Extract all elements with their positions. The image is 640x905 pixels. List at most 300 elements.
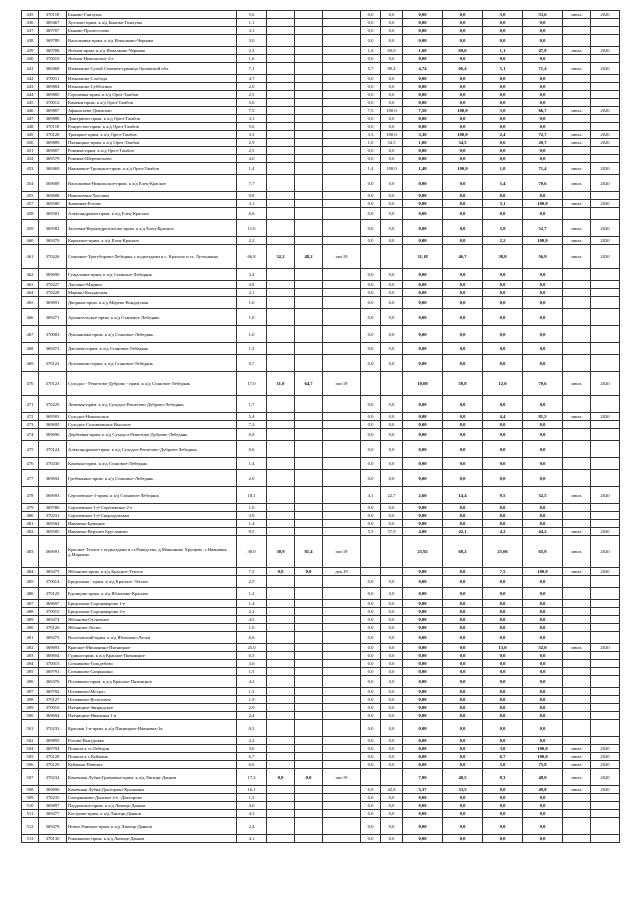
cell-m — [563, 289, 591, 297]
cell-v2: 0,0 — [381, 123, 403, 131]
cell-v4: 0,0 — [443, 660, 483, 668]
cell-code: 370234 — [39, 769, 67, 786]
cell-y — [591, 600, 620, 608]
cell-v1: 0,0 — [361, 745, 381, 753]
cell-v1: 0,0 — [361, 237, 381, 245]
cell-v5: 0,0 — [483, 720, 523, 737]
cell-v2: 0,0 — [381, 696, 403, 704]
cell-v6: 0,0 — [523, 737, 563, 745]
cell-code: 369792 — [39, 688, 67, 696]
cell-v5: 0,0 — [483, 688, 523, 696]
cell-code: 370012 — [39, 99, 67, 107]
cell-v1: 0,0 — [361, 208, 381, 220]
cell-v6: 47,8 — [523, 47, 563, 55]
cell-v1: 0,0 — [361, 588, 381, 600]
cell-v5: 3,0 — [483, 745, 523, 753]
cell-v1: 0,0 — [361, 413, 381, 421]
cell-p2 — [295, 123, 323, 131]
cell-len: 1,9 — [237, 696, 267, 704]
cell-v5: 1,1 — [483, 47, 523, 55]
table-row — [22, 600, 620, 608]
cell-date — [323, 175, 361, 192]
cell-v3: 0,00 — [403, 27, 443, 35]
cell-v1: 0,0 — [361, 355, 381, 372]
cell-v6: 0,0 — [523, 600, 563, 608]
table-row — [22, 660, 620, 668]
cell-n: 458 — [22, 208, 39, 220]
cell-m: июль — [563, 761, 591, 769]
cell-len: 1,0 — [237, 309, 267, 326]
cell-v4: 100,0 — [443, 131, 483, 139]
cell-name: Сергиевское 1-е-Скородумовка — [67, 512, 237, 520]
cell-m: июль — [563, 63, 591, 75]
table-row — [22, 818, 620, 835]
cell-name: Рождество-прим. к а/д Орел-Тамбов — [67, 123, 237, 131]
cell-y: 2020 — [591, 200, 620, 208]
cell-y: 2020 — [591, 769, 620, 786]
cell-code: 369794 — [39, 745, 67, 753]
cell-v1: 0,0 — [361, 470, 381, 487]
cell-n: 455 — [22, 192, 39, 200]
cell-v6: 0,0 — [523, 27, 563, 35]
cell-y — [591, 632, 620, 644]
cell-v3: 0,00 — [403, 761, 443, 769]
cell-v1: 0,0 — [361, 83, 381, 91]
cell-len: 2,9 — [237, 139, 267, 147]
table-row — [22, 309, 620, 326]
cell-name: Красное-Мишанино-Пятницкое — [67, 644, 237, 652]
cell-n: 448 — [22, 123, 39, 131]
cell-len: 5,6 — [237, 11, 267, 19]
cell-v4: 14,4 — [443, 487, 483, 504]
cell-v2: 0,0 — [381, 83, 403, 91]
cell-m — [563, 616, 591, 624]
cell-code: 370126 — [39, 624, 67, 632]
cell-len: 2,5 — [237, 576, 267, 588]
cell-p2 — [295, 107, 323, 115]
cell-len: 3,3 — [237, 131, 267, 139]
cell-date — [323, 289, 361, 297]
cell-code: 370227 — [39, 281, 67, 289]
cell-code: 369475 — [39, 568, 67, 576]
cell-v4: 0,0 — [443, 794, 483, 802]
cell-v2: 0,0 — [381, 624, 403, 632]
cell-m: июль — [563, 487, 591, 504]
cell-n: 500 — [22, 712, 39, 720]
cell-v5: 0,0 — [483, 429, 523, 441]
cell-p2 — [295, 55, 323, 63]
cell-n: 443 — [22, 83, 39, 91]
cell-v2 — [381, 245, 403, 269]
cell-v2: 0,0 — [381, 35, 403, 47]
cell-v3: 3,30 — [403, 131, 443, 139]
cell-name: Яблоново-Лески — [67, 624, 237, 632]
cell-v1: 0,0 — [361, 289, 381, 297]
cell-code: 369895 — [39, 737, 67, 745]
cell-v4: 0,0 — [443, 429, 483, 441]
cell-name: Ясенок-Никольское 2-е — [67, 55, 237, 63]
cell-v1: 0,0 — [361, 520, 381, 528]
cell-name: Корытное-прим. к а/д Елец-Красное — [67, 237, 237, 245]
cell-code: 369582 — [39, 220, 67, 237]
cell-v4: 58,8 — [443, 372, 483, 396]
cell-m — [563, 27, 591, 35]
cell-y — [591, 147, 620, 155]
cell-p1 — [267, 576, 295, 588]
cell-n: 464 — [22, 289, 39, 297]
cell-v1: 0,0 — [361, 652, 381, 660]
cell-len: 3,1 — [237, 200, 267, 208]
cell-name: Лаучино-Марино — [67, 281, 237, 289]
cell-p2 — [295, 99, 323, 107]
cell-n: 483 — [22, 536, 39, 568]
cell-m — [563, 429, 591, 441]
cell-len: 0,7 — [237, 355, 267, 372]
cell-p1 — [267, 115, 295, 123]
cell-name: Красная 1-я-прим. к а/д Пятницкое-Ивановка-1я — [67, 720, 237, 737]
cell-date — [323, 458, 361, 470]
cell-p2 — [295, 11, 323, 19]
cell-date — [323, 343, 361, 355]
cell-v5: 5,0 — [483, 761, 523, 769]
cell-v4: 0,0 — [443, 27, 483, 35]
cell-v6: 0,0 — [523, 429, 563, 441]
cell-v2: 0,0 — [381, 220, 403, 237]
cell-n: 465 — [22, 297, 39, 309]
cell-name: Ровенка-прим. к а/д Орел-Тамбов — [67, 147, 237, 155]
cell-len: 17,0 — [237, 372, 267, 396]
cell-code: 370010 — [39, 55, 67, 63]
cell-v6: 0,0 — [523, 289, 563, 297]
table-row — [22, 11, 620, 19]
cell-v3: 0,00 — [403, 568, 443, 576]
table-row — [22, 810, 620, 818]
cell-y — [591, 396, 620, 413]
cell-n: 444 — [22, 91, 39, 99]
cell-v4: 40,5 — [443, 769, 483, 786]
cell-m — [563, 794, 591, 802]
cell-v6: 0,0 — [523, 309, 563, 326]
cell-v5: 0,0 — [483, 737, 523, 745]
cell-v4: 0,0 — [443, 343, 483, 355]
cell-y — [591, 99, 620, 107]
cell-n: 509 — [22, 794, 39, 802]
cell-m — [563, 520, 591, 528]
cell-n: 466 — [22, 309, 39, 326]
cell-len: 0,8 — [237, 192, 267, 200]
cell-v2: 0,0 — [381, 588, 403, 600]
cell-m — [563, 343, 591, 355]
table-row — [22, 608, 620, 616]
cell-m: июль — [563, 372, 591, 396]
cell-date — [323, 512, 361, 520]
table-row — [22, 696, 620, 704]
cell-v5: 8,3 — [483, 769, 523, 786]
table-row — [22, 192, 620, 200]
cell-y: 2020 — [591, 761, 620, 769]
cell-date — [323, 429, 361, 441]
cell-p1 — [267, 753, 295, 761]
cell-p1 — [267, 55, 295, 63]
cell-v5: 0,0 — [483, 818, 523, 835]
cell-v3: 0,00 — [403, 753, 443, 761]
cell-v1: 0,0 — [361, 688, 381, 696]
cell-p2 — [295, 512, 323, 520]
cell-v3: 0,00 — [403, 504, 443, 512]
cell-name: Николаевка-Лысовка — [67, 192, 237, 200]
cell-n: 513 — [22, 835, 39, 843]
cell-len: 1,3 — [237, 688, 267, 696]
cell-v3: 0,00 — [403, 676, 443, 688]
cell-m — [563, 470, 591, 487]
cell-v3: 0,00 — [403, 147, 443, 155]
cell-v1: 0,0 — [361, 421, 381, 429]
cell-v5: 0,0 — [483, 91, 523, 99]
cell-v1: 0,0 — [361, 512, 381, 520]
cell-p2 — [295, 237, 323, 245]
cell-m — [563, 147, 591, 155]
cell-v3: 0,00 — [403, 413, 443, 421]
cell-m: июль — [563, 245, 591, 269]
cell-code: 370122 — [39, 355, 67, 372]
cell-y: 2020 — [591, 63, 620, 75]
cell-name: Измалково-Субботино — [67, 83, 237, 91]
cell-v3: 0,00 — [403, 458, 443, 470]
cell-n: 438 — [22, 35, 39, 47]
cell-code: 369887 — [39, 107, 67, 115]
cell-m: июль — [563, 536, 591, 568]
cell-p1 — [267, 343, 295, 355]
cell-v6: 0,0 — [523, 676, 563, 688]
cell-p2 — [295, 520, 323, 528]
cell-v3: 0,00 — [403, 616, 443, 624]
table-body — [22, 11, 620, 843]
cell-n: 437 — [22, 27, 39, 35]
cell-date: окт.19 — [323, 536, 361, 568]
cell-p2 — [295, 139, 323, 147]
cell-v3: 0,00 — [403, 712, 443, 720]
cell-date — [323, 47, 361, 55]
cell-len: 4,7 — [237, 75, 267, 83]
table-row — [22, 131, 620, 139]
cell-date — [323, 720, 361, 737]
cell-v6: 0,0 — [523, 269, 563, 281]
cell-v5: 0,0 — [483, 281, 523, 289]
cell-code: 370003 — [39, 326, 67, 343]
cell-n: 481 — [22, 520, 39, 528]
cell-v1: 0,0 — [361, 696, 381, 704]
cell-v2: 0,0 — [381, 470, 403, 487]
cell-v3: 0,00 — [403, 192, 443, 200]
cell-p2 — [295, 115, 323, 123]
cell-v4: 0,0 — [443, 396, 483, 413]
cell-p2 — [295, 131, 323, 139]
cell-date — [323, 835, 361, 843]
cell-v3: 0,00 — [403, 668, 443, 676]
cell-v5: 0,0 — [483, 396, 523, 413]
cell-name: Быково-Гнилуша — [67, 11, 237, 19]
cell-v6: 0,0 — [523, 616, 563, 624]
cell-date — [323, 704, 361, 712]
cell-len: 0,9 — [237, 429, 267, 441]
cell-v4: 0,0 — [443, 652, 483, 660]
cell-v4: 46,7 — [443, 245, 483, 269]
cell-v6: 100,0 — [523, 745, 563, 753]
cell-v4: 0,0 — [443, 688, 483, 696]
cell-p2 — [295, 163, 323, 175]
cell-v4: 66,4 — [443, 63, 483, 75]
cell-v2: 0,0 — [381, 802, 403, 810]
cell-m — [563, 632, 591, 644]
cell-name: Куймань-Павелка — [67, 761, 237, 769]
cell-v6: 52,0 — [523, 644, 563, 652]
cell-v5: 5,4 — [483, 175, 523, 192]
cell-n: 497 — [22, 688, 39, 696]
cell-v6: 71,4 — [523, 163, 563, 175]
cell-y — [591, 688, 620, 696]
table-row — [22, 343, 620, 355]
cell-v3: 4,74 — [403, 63, 443, 75]
cell-p2 — [295, 745, 323, 753]
cell-name: Красное-Теплое с подъездами к ст.Роведство, д.Машонино Хрущево, с.Ивановка, д.Марьино — [67, 536, 237, 568]
cell-len: 1,4 — [237, 520, 267, 528]
cell-v3: 0,00 — [403, 810, 443, 818]
cell-v6: 0,0 — [523, 660, 563, 668]
cell-v3: 0,00 — [403, 704, 443, 712]
cell-v3: 0,00 — [403, 818, 443, 835]
cell-v4: 68,2 — [443, 536, 483, 568]
cell-len: 4,2 — [237, 676, 267, 688]
cell-v3: 0,00 — [403, 794, 443, 802]
cell-y — [591, 192, 620, 200]
cell-v3: 0,00 — [403, 55, 443, 63]
cell-m — [563, 91, 591, 99]
cell-v4: 0,0 — [443, 608, 483, 616]
cell-v2: 0,0 — [381, 704, 403, 712]
cell-name: Лукьяновка-прим. к а/д Становое-Лебедянь — [67, 326, 237, 343]
cell-v2: 0,0 — [381, 810, 403, 818]
cell-p1 — [267, 487, 295, 504]
cell-v1: 0,0 — [361, 281, 381, 289]
cell-p2 — [295, 458, 323, 470]
cell-name: Афанасьево-Денисово — [67, 107, 237, 115]
cell-m: июль — [563, 163, 591, 175]
cell-v2: 0,0 — [381, 600, 403, 608]
cell-p1 — [267, 588, 295, 600]
table-row — [22, 470, 620, 487]
cell-len: 1,5 — [237, 668, 267, 676]
cell-name: Сергиевка-прим. к а/д Орел-Тамбов — [67, 91, 237, 99]
cell-code: 370235 — [39, 794, 67, 802]
cell-v3: 0,00 — [403, 588, 443, 600]
cell-name: Суходол-Никольское — [67, 413, 237, 421]
cell-code: 370120 — [39, 131, 67, 139]
cell-v6: 0,0 — [523, 441, 563, 458]
cell-v3: 0,00 — [403, 99, 443, 107]
cell-m — [563, 802, 591, 810]
cell-y — [591, 652, 620, 660]
cell-v6: 0,0 — [523, 652, 563, 660]
cell-m — [563, 818, 591, 835]
cell-p1 — [267, 632, 295, 644]
cell-len: 18,1 — [237, 487, 267, 504]
cell-code: 370118 — [39, 123, 67, 131]
cell-name: Липовая-прим. к а/д Суходол-Решетово-Дуброво-Лебедянь — [67, 396, 237, 413]
cell-v5: 0,0 — [483, 835, 523, 843]
cell-v4: 0,0 — [443, 309, 483, 326]
cell-len: 0,6 — [237, 441, 267, 458]
table-row — [22, 712, 620, 720]
cell-m: июль — [563, 107, 591, 115]
cell-v1: 0,0 — [361, 624, 381, 632]
cell-v6: 0,0 — [523, 608, 563, 616]
cell-p1 — [267, 802, 295, 810]
cell-name: Рогово-Выгудовка — [67, 737, 237, 745]
cell-code: 369786 — [39, 504, 67, 512]
cell-m — [563, 115, 591, 123]
cell-v6: 0,0 — [523, 835, 563, 843]
cell-date — [323, 55, 361, 63]
cell-v5: 0,0 — [483, 147, 523, 155]
cell-m — [563, 810, 591, 818]
cell-v5: 0,0 — [483, 458, 523, 470]
cell-m: июль — [563, 568, 591, 576]
cell-m: июль — [563, 139, 591, 147]
table-row — [22, 107, 620, 115]
cell-n: 469 — [22, 355, 39, 372]
cell-v6: 56,9 — [523, 245, 563, 269]
cell-m: июль — [563, 237, 591, 245]
cell-v6: 0,0 — [523, 688, 563, 696]
cell-p2: 0,0 — [295, 568, 323, 576]
cell-p2 — [295, 326, 323, 343]
cell-p1 — [267, 421, 295, 429]
cell-v4: 0,0 — [443, 745, 483, 753]
cell-y — [591, 712, 620, 720]
cell-name: Каменн-прим. к а/д Орел-Тамбов — [67, 99, 237, 107]
cell-v1: 0,0 — [361, 396, 381, 413]
cell-date — [323, 107, 361, 115]
cell-code: 369475 — [39, 632, 67, 644]
cell-name: Пятницкое-Звиридское — [67, 704, 237, 712]
cell-v3: 0,00 — [403, 297, 443, 309]
cell-v2: 0,0 — [381, 512, 403, 520]
cell-y — [591, 576, 620, 588]
cell-p1 — [267, 123, 295, 131]
cell-len: 0,5 — [237, 720, 267, 737]
cell-v1: 0,0 — [361, 75, 381, 83]
cell-y — [591, 355, 620, 372]
cell-v4: 0,0 — [443, 676, 483, 688]
cell-y — [591, 441, 620, 458]
cell-v3: 7,00 — [403, 769, 443, 786]
cell-code: 370230 — [39, 458, 67, 470]
table-row — [22, 289, 620, 297]
cell-v2: 0,0 — [381, 355, 403, 372]
cell-name: Каменная Лубна-Грязновка-прим. к а/д Липецк-Данков — [67, 769, 237, 786]
cell-v3: 25,92 — [403, 536, 443, 568]
cell-v4: 0,0 — [443, 441, 483, 458]
cell-v4: 0,0 — [443, 600, 483, 608]
cell-p2 — [295, 309, 323, 326]
table-row — [22, 786, 620, 794]
cell-v2: 42,8 — [381, 786, 403, 794]
cell-p1 — [267, 309, 295, 326]
cell-v4: 0,0 — [443, 75, 483, 83]
cell-p1 — [267, 107, 295, 115]
cell-p1 — [267, 660, 295, 668]
cell-y — [591, 155, 620, 163]
